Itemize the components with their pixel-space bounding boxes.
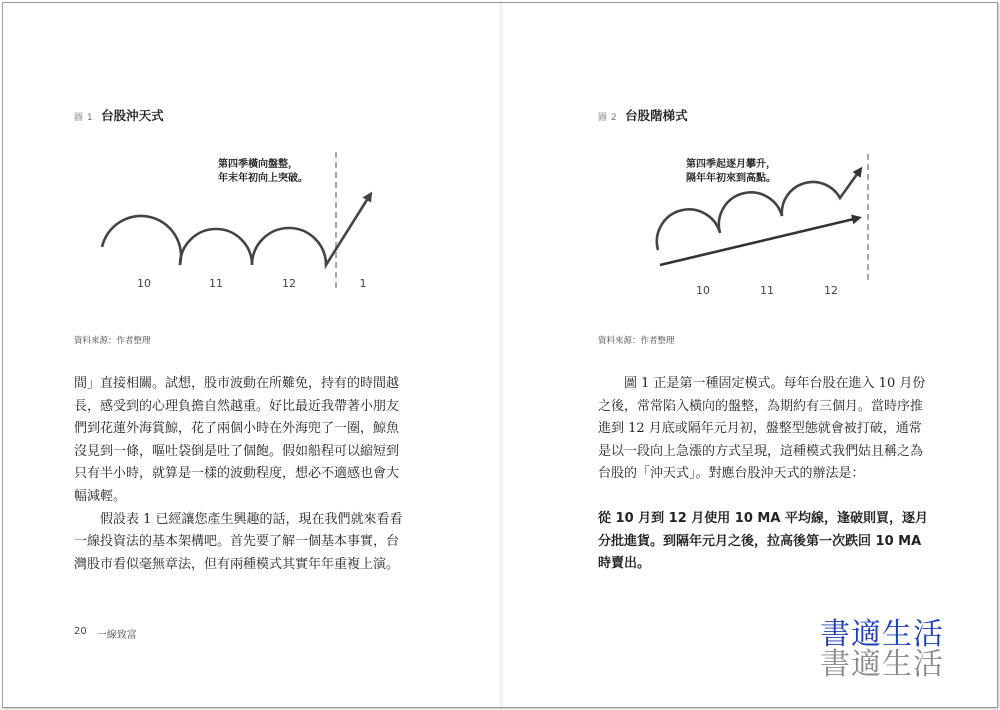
book-spine-shadow	[498, 2, 504, 708]
figure-2-annotation-line-2: 隔年年初來到高點。	[686, 173, 776, 184]
left-paragraph-1: 間」直接相關。試想，股市波動在所難免，持有的時間越長，感受到的心理負擔自然越重。好比最近我帶著小朋友們到花蓮外海賞鯨，花了兩個小時在外海兜了一圈，鯨魚沒見到一條，嘔吐袋倒是吐了個飽。假如船程可以縮短到只有半小時，就算是一樣的波動程度，想必不適感也會大幅減輕。	[74, 376, 400, 504]
figure-2-month-12: 12	[824, 284, 838, 297]
left-paragraph-2: 假設表 1 已經讓您產生興趣的話，現在我們就來看看一線投資法的基本架構吧。首先要了解一個基本事實，台灣股市看似毫無章法，但有兩種模式其實年年重複上演。	[74, 511, 403, 572]
watermark-text-blue: 書適生活	[820, 617, 944, 652]
right-page-body	[598, 373, 934, 576]
figure-1-title: 台股沖天式	[101, 108, 164, 123]
figure-2-trend-arrow	[660, 218, 858, 265]
right-paragraph-1: 圖 1 正是第一種固定模式。每年台股在進入 10 月份之後，常常陷入橫向的盤整，為期約有三個月。當時序推進到 12 月底或隔年元月初，盤整型態就會被打破，通常是以一段向上急漲的方式呈現，這種模式我們姑且稱之為台股的「沖天式」。對應台股沖天式的辦法是：	[598, 376, 926, 482]
figure-1-annotation-line-2: 年末年初向上突破。	[218, 173, 308, 184]
figure-1-number: 圖 1	[74, 113, 94, 123]
figure-2-month-11: 11	[760, 284, 774, 297]
figure-1-month-12: 12	[282, 277, 296, 290]
figure-1-source: 資料來源：作者整理	[74, 336, 151, 346]
figure-1-annotation-line-1: 第四季橫向盤整，	[218, 159, 298, 170]
figure-2-heading	[598, 106, 688, 124]
figure-2-title: 台股階梯式	[625, 108, 688, 123]
figure-1-month-10: 10	[137, 277, 151, 290]
figure-1-diagram	[90, 140, 390, 300]
left-page-body	[74, 373, 410, 576]
figure-1-month-11: 11	[209, 277, 223, 290]
right-rule-paragraph: 從 10 月到 12 月使用 10 MA 平均線，逢破則買，逐月分批進貨。到隔年元月之後，拉高後第一次跌回 10 MA 時賣出。	[598, 510, 928, 572]
figure-2-month-10: 10	[696, 284, 710, 297]
left-page-footer	[74, 626, 137, 641]
figure-2-diagram	[640, 140, 900, 300]
figure-2-number: 圖 2	[598, 113, 618, 123]
watermark-text-grey: 書適生活	[820, 647, 944, 682]
figure-2-source: 資料來源：作者整理	[598, 336, 675, 346]
running-title: 一線致富	[96, 630, 137, 641]
figure-1-month-1: 1	[359, 277, 367, 290]
page-number: 20	[74, 626, 87, 637]
figure-2-annotation-line-1: 第四季起逐月攀升，	[686, 159, 776, 170]
figure-1-heading	[74, 106, 164, 124]
figure-1-price-path	[102, 195, 370, 265]
